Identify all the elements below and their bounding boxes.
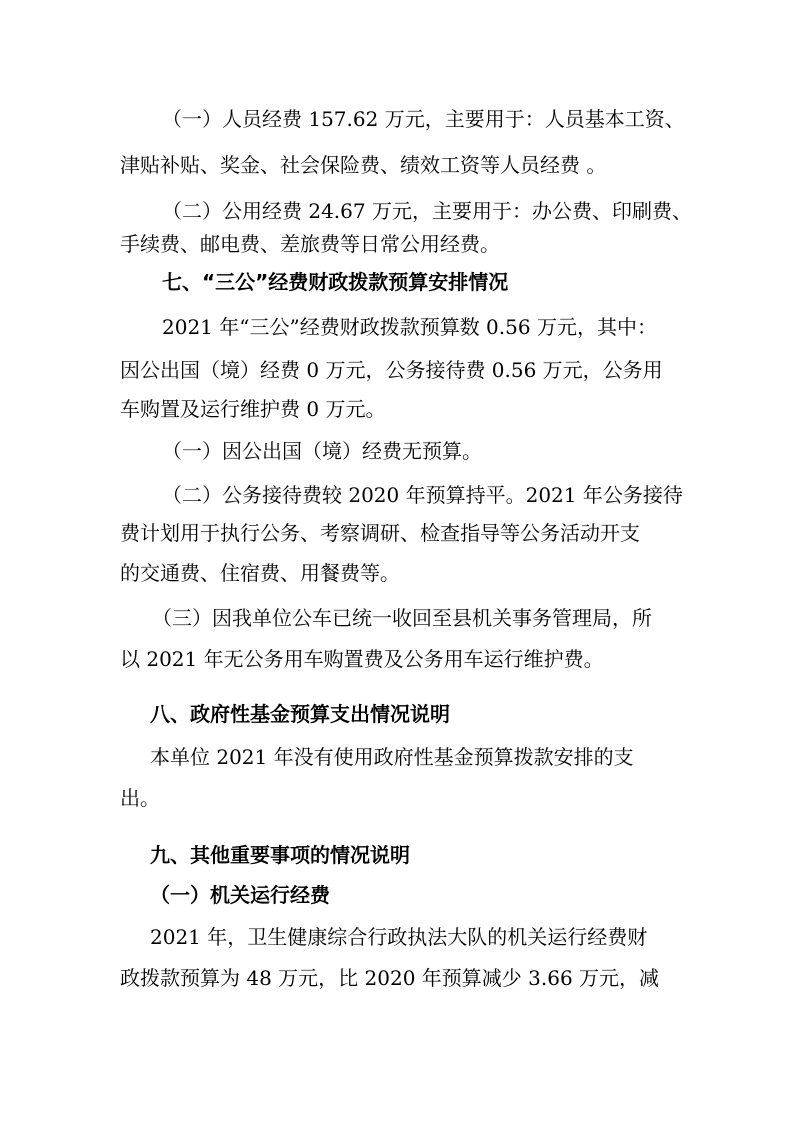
paragraph-line: 出。 bbox=[120, 786, 160, 810]
section-heading-7: 七、“三公”经费财政拨款预算安排情况 bbox=[162, 270, 509, 294]
paragraph-line: （二）公用经费 24.67 万元，主要用于：办公费、印刷费、 bbox=[162, 199, 692, 223]
paragraph-line: 因公出国（境）经费 0 万元，公务接待费 0.56 万元，公务用 bbox=[120, 358, 663, 382]
paragraph-line: （一）人员经费 157.62 万元，主要用于：人员基本工资、 bbox=[162, 107, 685, 131]
paragraph-line: 的交通费、住宿费、用餐费等。 bbox=[120, 561, 400, 585]
paragraph-line: 政拨款预算为 48 万元，比 2020 年预算减少 3.66 万元，减 bbox=[120, 966, 660, 990]
paragraph-line: 以 2021 年无公务用车购置费及公务用车运行维护费。 bbox=[120, 647, 604, 671]
subsection-heading: （一）机关运行经费 bbox=[150, 883, 330, 907]
paragraph-line: （三）因我单位公车已统一收回至县机关事务管理局，所 bbox=[152, 606, 652, 630]
paragraph-line: （二）公务接待费较 2020 年预算持平。2021 年公务接待 bbox=[162, 483, 683, 507]
section-heading-9: 九、其他重要事项的情况说明 bbox=[150, 843, 410, 867]
section-heading-8: 八、政府性基金预算支出情况说明 bbox=[150, 702, 450, 726]
paragraph-line: 2021 年“三公”经费财政拨款预算数 0.56 万元，其中： bbox=[162, 315, 657, 339]
paragraph-line: 车购置及运行维护费 0 万元。 bbox=[120, 397, 386, 421]
paragraph-line: 费计划用于执行公务、考察调研、检查指导等公务活动开支 bbox=[120, 521, 640, 545]
paragraph-line: （一）因公出国（境）经费无预算。 bbox=[162, 439, 482, 463]
paragraph-line: 津贴补贴、奖金、社会保险费、绩效工资等人员经费 。 bbox=[120, 153, 607, 177]
paragraph-line: 本单位 2021 年没有使用政府性基金预算拨款安排的支 bbox=[150, 745, 634, 769]
paragraph-line: 手续费、邮电费、差旅费等日常公用经费。 bbox=[120, 232, 500, 256]
paragraph-line: 2021 年，卫生健康综合行政执法大队的机关运行经费财 bbox=[150, 925, 648, 949]
